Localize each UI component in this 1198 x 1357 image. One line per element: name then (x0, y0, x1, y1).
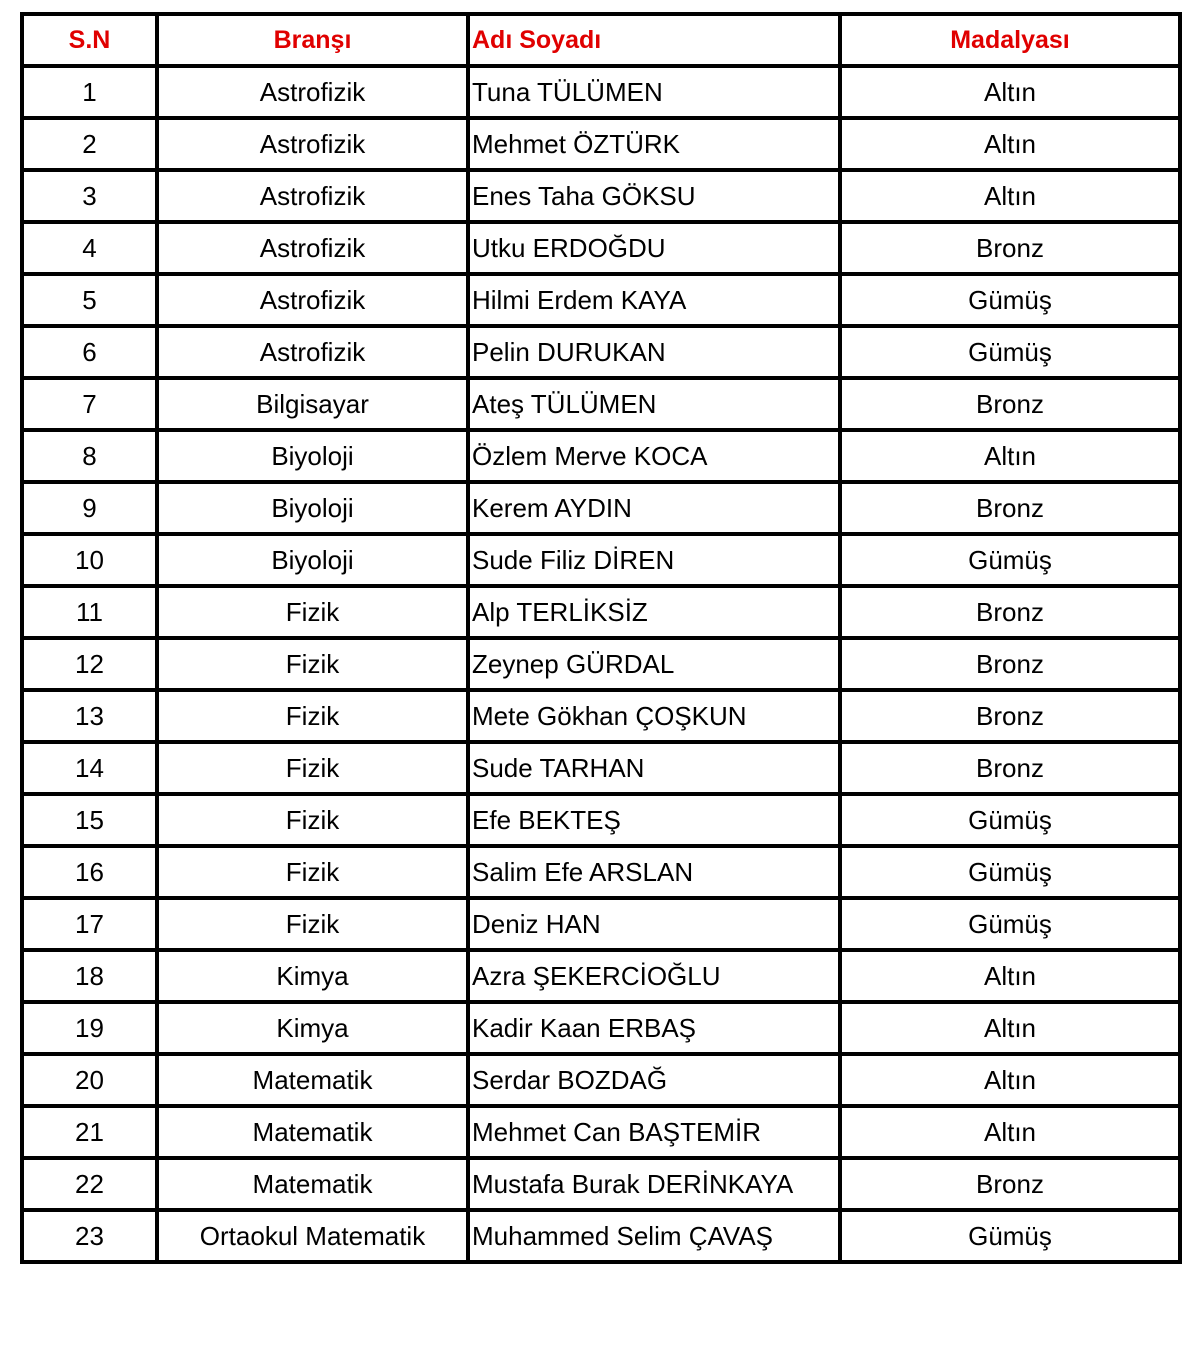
table-row (22, 482, 1180, 534)
table-row (22, 326, 1180, 378)
table-row (22, 1210, 1180, 1262)
cell-adi-soyadi: Sude Filiz DİREN (468, 534, 840, 586)
header-adi-soyadi: Adı Soyadı (468, 14, 840, 66)
header-brans: Branşı (157, 14, 468, 66)
cell-madalya: Gümüş (840, 846, 1180, 898)
cell-adi-soyadi: Mustafa Burak DERİNKAYA (468, 1158, 840, 1210)
cell-brans: Matematik (157, 1158, 468, 1210)
cell-brans: Ortaokul Matematik (157, 1210, 468, 1262)
table-row (22, 170, 1180, 222)
table-row (22, 66, 1180, 118)
cell-sn: 4 (22, 222, 157, 274)
cell-madalya: Bronz (840, 742, 1180, 794)
cell-adi-soyadi: Hilmi Erdem KAYA (468, 274, 840, 326)
table-row (22, 638, 1180, 690)
table-row (22, 898, 1180, 950)
cell-adi-soyadi: Mete Gökhan ÇOŞKUN (468, 690, 840, 742)
cell-brans: Astrofizik (157, 118, 468, 170)
cell-madalya: Bronz (840, 482, 1180, 534)
table-row (22, 430, 1180, 482)
cell-madalya: Gümüş (840, 794, 1180, 846)
table-row (22, 950, 1180, 1002)
table-row (22, 118, 1180, 170)
cell-madalya: Gümüş (840, 274, 1180, 326)
cell-sn: 22 (22, 1158, 157, 1210)
table-row (22, 846, 1180, 898)
cell-brans: Fizik (157, 846, 468, 898)
cell-madalya: Gümüş (840, 1210, 1180, 1262)
table-row (22, 534, 1180, 586)
table-header-row (22, 14, 1180, 66)
cell-brans: Fizik (157, 898, 468, 950)
cell-sn: 12 (22, 638, 157, 690)
cell-madalya: Altın (840, 430, 1180, 482)
cell-brans: Kimya (157, 950, 468, 1002)
cell-sn: 5 (22, 274, 157, 326)
cell-sn: 7 (22, 378, 157, 430)
cell-sn: 14 (22, 742, 157, 794)
table-row (22, 794, 1180, 846)
cell-madalya: Bronz (840, 586, 1180, 638)
cell-sn: 23 (22, 1210, 157, 1262)
cell-brans: Astrofizik (157, 222, 468, 274)
table-row (22, 742, 1180, 794)
cell-sn: 13 (22, 690, 157, 742)
cell-madalya: Altın (840, 66, 1180, 118)
cell-brans: Astrofizik (157, 170, 468, 222)
cell-brans: Astrofizik (157, 274, 468, 326)
cell-adi-soyadi: Sude TARHAN (468, 742, 840, 794)
table-row (22, 378, 1180, 430)
cell-brans: Kimya (157, 1002, 468, 1054)
cell-brans: Matematik (157, 1054, 468, 1106)
cell-adi-soyadi: Alp TERLİKSİZ (468, 586, 840, 638)
cell-sn: 20 (22, 1054, 157, 1106)
cell-brans: Bilgisayar (157, 378, 468, 430)
cell-sn: 1 (22, 66, 157, 118)
cell-brans: Fizik (157, 638, 468, 690)
medal-table-container (20, 12, 1178, 1264)
cell-adi-soyadi: Salim Efe ARSLAN (468, 846, 840, 898)
cell-sn: 3 (22, 170, 157, 222)
table-row (22, 586, 1180, 638)
cell-adi-soyadi: Kerem AYDIN (468, 482, 840, 534)
cell-madalya: Gümüş (840, 534, 1180, 586)
table-row (22, 222, 1180, 274)
cell-sn: 19 (22, 1002, 157, 1054)
cell-madalya: Altın (840, 170, 1180, 222)
cell-sn: 6 (22, 326, 157, 378)
cell-sn: 2 (22, 118, 157, 170)
cell-brans: Matematik (157, 1106, 468, 1158)
cell-adi-soyadi: Azra ŞEKERCİOĞLU (468, 950, 840, 1002)
table-row (22, 274, 1180, 326)
cell-adi-soyadi: Utku ERDOĞDU (468, 222, 840, 274)
cell-adi-soyadi: Tuna TÜLÜMEN (468, 66, 840, 118)
cell-madalya: Bronz (840, 638, 1180, 690)
cell-adi-soyadi: Enes Taha GÖKSU (468, 170, 840, 222)
cell-sn: 10 (22, 534, 157, 586)
cell-madalya: Altın (840, 1002, 1180, 1054)
cell-adi-soyadi: Ateş TÜLÜMEN (468, 378, 840, 430)
cell-madalya: Gümüş (840, 898, 1180, 950)
table-row (22, 1002, 1180, 1054)
header-madalya: Madalyası (840, 14, 1180, 66)
cell-brans: Astrofizik (157, 326, 468, 378)
cell-madalya: Bronz (840, 1158, 1180, 1210)
cell-brans: Fizik (157, 586, 468, 638)
cell-sn: 9 (22, 482, 157, 534)
table-row (22, 1054, 1180, 1106)
header-sn: S.N (22, 14, 157, 66)
cell-adi-soyadi: Efe BEKTEŞ (468, 794, 840, 846)
cell-brans: Biyoloji (157, 534, 468, 586)
cell-adi-soyadi: Pelin DURUKAN (468, 326, 840, 378)
cell-sn: 17 (22, 898, 157, 950)
cell-madalya: Bronz (840, 690, 1180, 742)
cell-brans: Fizik (157, 690, 468, 742)
cell-adi-soyadi: Deniz HAN (468, 898, 840, 950)
cell-adi-soyadi: Mehmet Can BAŞTEMİR (468, 1106, 840, 1158)
cell-madalya: Gümüş (840, 326, 1180, 378)
cell-brans: Fizik (157, 794, 468, 846)
medal-table (20, 12, 1182, 1264)
cell-brans: Biyoloji (157, 482, 468, 534)
cell-adi-soyadi: Zeynep GÜRDAL (468, 638, 840, 690)
cell-sn: 16 (22, 846, 157, 898)
cell-sn: 21 (22, 1106, 157, 1158)
cell-madalya: Bronz (840, 222, 1180, 274)
cell-adi-soyadi: Mehmet ÖZTÜRK (468, 118, 840, 170)
cell-madalya: Altın (840, 1054, 1180, 1106)
table-body (22, 66, 1180, 1262)
cell-adi-soyadi: Kadir Kaan ERBAŞ (468, 1002, 840, 1054)
cell-madalya: Bronz (840, 378, 1180, 430)
cell-sn: 18 (22, 950, 157, 1002)
table-row (22, 1106, 1180, 1158)
cell-adi-soyadi: Serdar BOZDAĞ (468, 1054, 840, 1106)
cell-brans: Fizik (157, 742, 468, 794)
cell-sn: 15 (22, 794, 157, 846)
cell-adi-soyadi: Özlem Merve KOCA (468, 430, 840, 482)
cell-sn: 11 (22, 586, 157, 638)
cell-brans: Astrofizik (157, 66, 468, 118)
cell-madalya: Altın (840, 118, 1180, 170)
cell-brans: Biyoloji (157, 430, 468, 482)
table-row (22, 1158, 1180, 1210)
cell-madalya: Altın (840, 1106, 1180, 1158)
cell-adi-soyadi: Muhammed Selim ÇAVAŞ (468, 1210, 840, 1262)
cell-madalya: Altın (840, 950, 1180, 1002)
table-row (22, 690, 1180, 742)
cell-sn: 8 (22, 430, 157, 482)
